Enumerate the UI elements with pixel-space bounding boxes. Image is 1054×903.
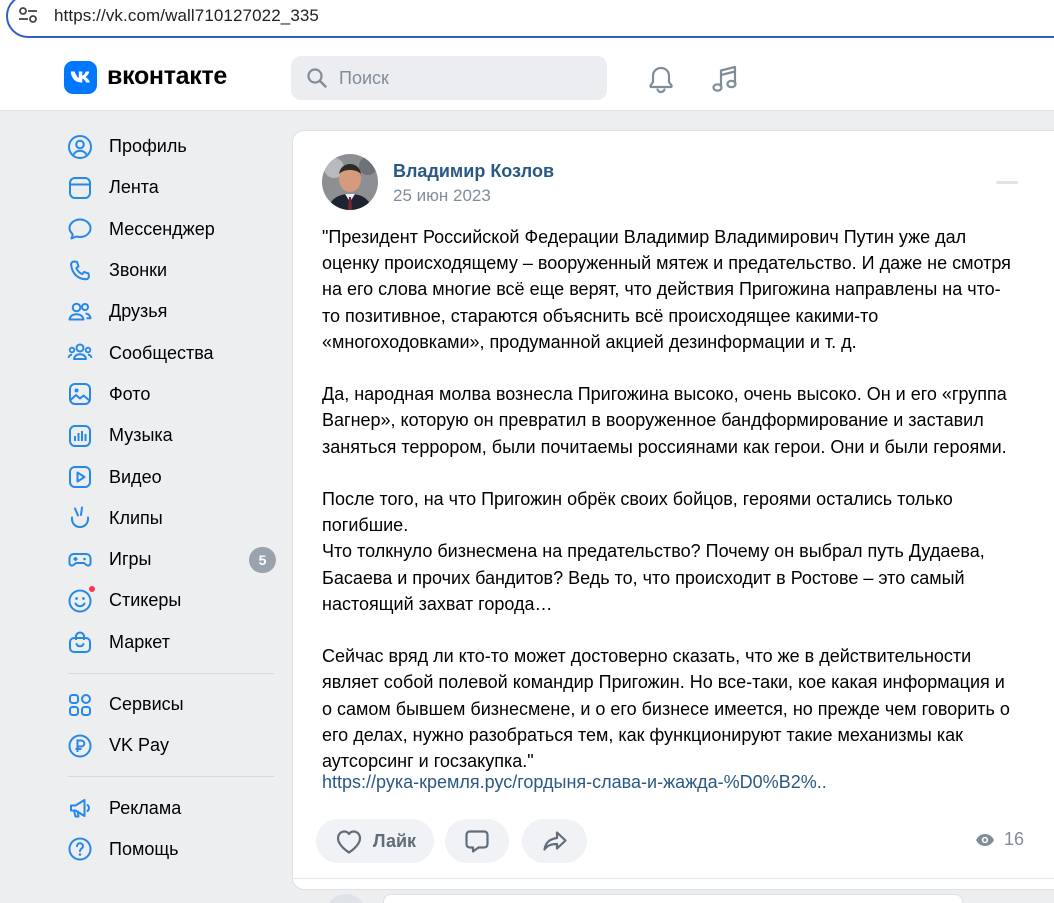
communities-icon — [67, 340, 93, 366]
sidebar-item-market[interactable] — [60, 622, 280, 663]
share-button[interactable] — [522, 819, 587, 863]
sidebar-item-label: Сервисы — [109, 694, 184, 714]
stickers-icon — [67, 588, 93, 614]
browser-address-bar — [0, 0, 1054, 40]
video-icon — [67, 464, 93, 490]
vk-logo-icon[interactable] — [64, 61, 97, 94]
like-button[interactable] — [316, 819, 434, 863]
heart-icon — [334, 827, 364, 855]
sidebar-item-friends[interactable] — [60, 291, 280, 332]
sidebar-item-communities[interactable] — [60, 332, 280, 373]
comment-button[interactable] — [445, 819, 509, 863]
help-icon — [67, 836, 93, 862]
post-date[interactable]: 25 июн 2023 — [393, 186, 491, 205]
sidebar-item-label: Маркет — [109, 631, 170, 652]
top-header — [0, 40, 1054, 111]
sidebar-item-ads[interactable] — [60, 787, 280, 828]
current-user-avatar — [325, 894, 367, 903]
comment-input[interactable] — [383, 894, 963, 903]
comment-icon — [463, 827, 491, 855]
sidebar-item-newsfeed[interactable] — [60, 167, 280, 208]
eye-icon — [975, 832, 995, 848]
sidebar-item-messenger[interactable] — [60, 209, 280, 250]
author-avatar[interactable] — [322, 154, 378, 210]
like-label: Лайк — [372, 830, 417, 851]
sidebar-divider — [68, 776, 274, 777]
url-text[interactable]: https://vk.com/wall710127022_335 — [54, 6, 319, 25]
sidebar-item-label: VK Pay — [109, 735, 170, 756]
sidebar-item-vkpay[interactable] — [60, 725, 280, 766]
sidebar-item-label: Лента — [109, 177, 159, 198]
music-note-icon[interactable] — [708, 62, 742, 96]
clips-icon — [67, 505, 93, 531]
vkpay-icon — [67, 733, 93, 759]
sidebar-item-music[interactable] — [60, 415, 280, 456]
sidebar-item-clips[interactable] — [60, 498, 280, 539]
notifications-bell-icon[interactable] — [645, 64, 677, 96]
sidebar-item-calls[interactable] — [60, 250, 280, 291]
sidebar-item-label: Фото — [109, 383, 151, 404]
sidebar-item-services[interactable] — [60, 684, 280, 725]
sidebar-item-help[interactable] — [60, 829, 280, 870]
sidebar-item-label: Стикеры — [109, 590, 182, 611]
logo-text[interactable]: вконтакте — [107, 62, 228, 90]
site-settings-icon[interactable] — [18, 6, 38, 24]
wall-post — [292, 130, 1054, 890]
photo-icon — [67, 381, 93, 407]
views-count: 16 — [1004, 829, 1025, 849]
views-counter — [975, 829, 1024, 850]
games-icon — [67, 547, 93, 573]
sidebar-item-label: Друзья — [109, 301, 168, 322]
message-icon — [67, 216, 93, 242]
sidebar-item-label: Звонки — [109, 260, 168, 281]
post-text: "Президент Российской Федерации Владимир Владимирович Путин уже дал оценку происходящему – вооруженный мятеж и предательство. И даже не смотря на его слова многие всё еще верят, что действия Пригожина направлены на что- то позитивное, стараются объяснить всё происходящее какими-то «многоходовками», продуманной акцией дезинформации и т. д. Да, народная молва вознесла Пригожина высоко, очень высоко. Он и его «группа Вагнер», которую он превратил в вооруженное бандформирование и заставил заняться террором, были почитаемы россиянами как герои. Они и были героями. После того, на что Пригожин обрёк своих бойцов, героями остались только погибшие. Что толкнуло бизнесмена на предательство? Почему он выбрал путь Дудаева, Басаева и прочих бандитов? Ведь то, что происходит в Ростове – это самый настоящий захват города… Сейчас вряд ли кто-то может достоверно сказать, что же в действительности являет собой полевой командир Пригожин. Но все-таки, кое какая информация и о самом бывшем бизнесмене, и о его бизнесе имеется, но прежде чем говорить о его делах, нужно разобраться тем, как функционируют такие механизмы как аутсорсинг и госзакупка." — [322, 227, 1011, 772]
search-box[interactable] — [291, 56, 607, 100]
user-circle-icon — [67, 134, 93, 160]
phone-icon — [67, 258, 93, 284]
sidebar-item-label: Сообщества — [109, 342, 214, 363]
sidebar-divider — [68, 673, 274, 674]
sidebar-item-label: Видео — [109, 466, 162, 487]
comment-divider — [293, 878, 1054, 879]
post-menu-icon[interactable] — [996, 181, 1018, 184]
sidebar-item-photos[interactable] — [60, 374, 280, 415]
services-icon — [67, 692, 93, 718]
sidebar-item-label: Клипы — [109, 507, 163, 528]
search-icon — [306, 67, 328, 89]
sidebar-item-video[interactable] — [60, 456, 280, 497]
post-author-name[interactable]: Владимир Козлов — [393, 161, 555, 181]
left-sidebar — [60, 126, 280, 870]
sidebar-item-games[interactable] — [60, 539, 280, 580]
games-count-badge: 5 — [249, 547, 276, 573]
newsfeed-icon — [67, 175, 93, 201]
share-arrow-icon — [541, 827, 569, 855]
megaphone-icon — [67, 795, 93, 821]
friends-icon — [67, 299, 93, 325]
sidebar-item-label: Помощь — [109, 838, 179, 859]
new-indicator-dot — [88, 585, 96, 593]
search-input[interactable] — [339, 56, 589, 100]
sidebar-item-label: Мессенджер — [109, 218, 215, 239]
music-icon — [67, 423, 93, 449]
sidebar-item-profile[interactable] — [60, 126, 280, 167]
sidebar-item-label: Профиль — [109, 136, 187, 157]
post-external-link[interactable]: https://рука-кремля.рус/гордыня-слава-и-жажда-%D0%B2%.. — [322, 772, 827, 792]
sidebar-item-label: Музыка — [109, 425, 173, 446]
sidebar-item-label: Игры — [109, 549, 152, 570]
market-icon — [67, 629, 93, 655]
sidebar-item-label: Реклама — [109, 797, 182, 818]
sidebar-item-stickers[interactable] — [60, 580, 280, 621]
